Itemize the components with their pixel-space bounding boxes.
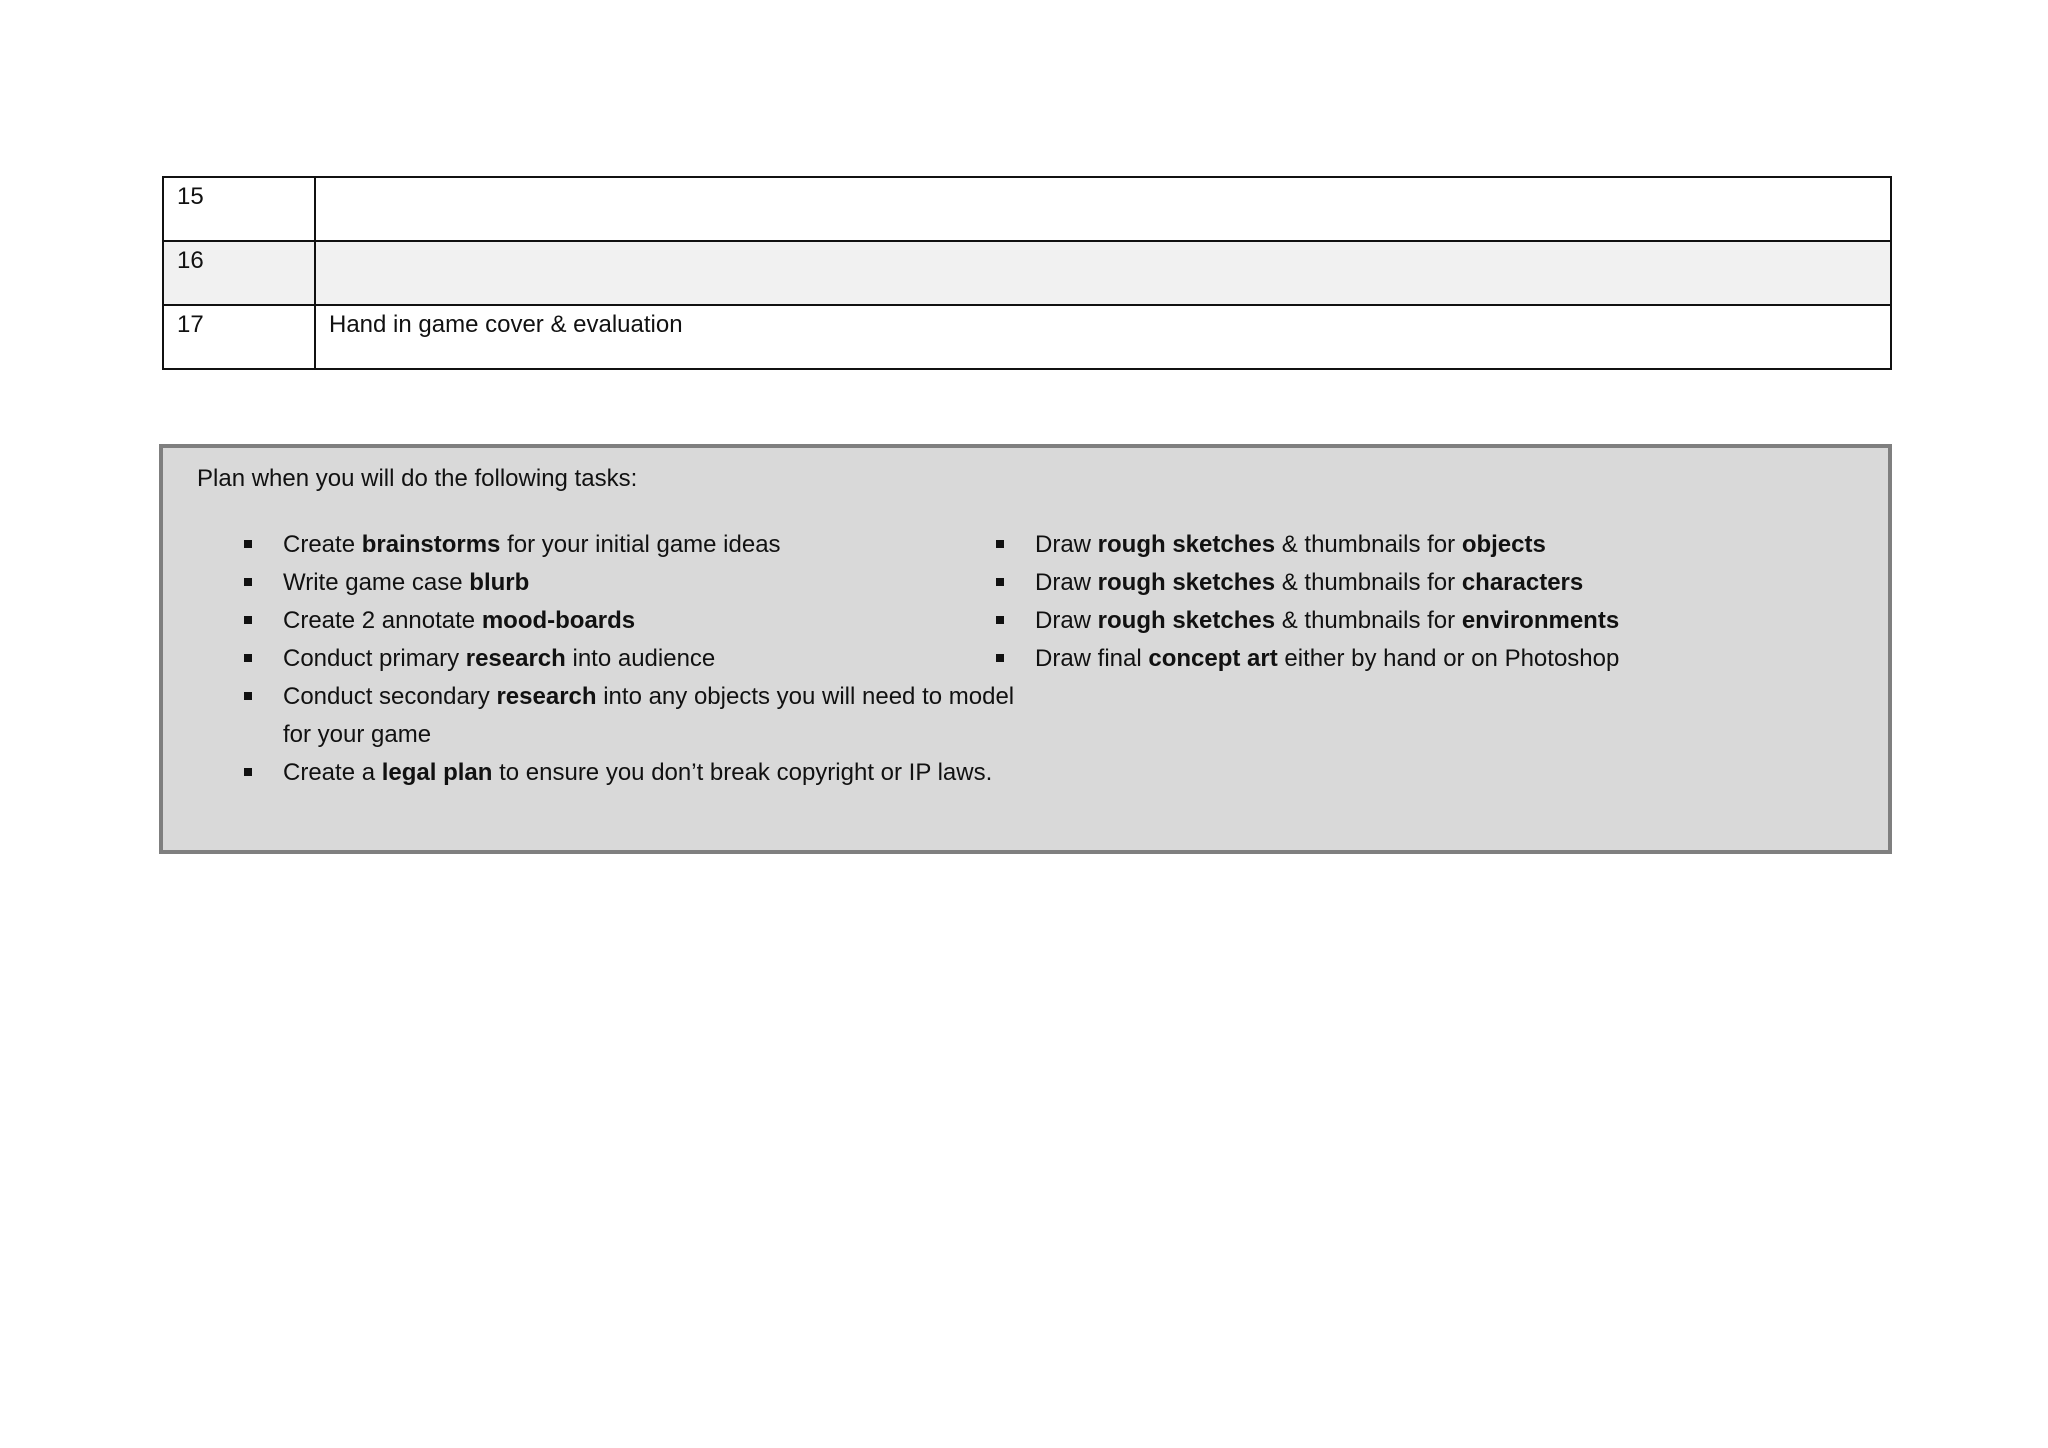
plan-intro-text: Plan when you will do the following tasks:	[197, 465, 638, 492]
table-row	[163, 177, 1891, 241]
square-bullet-icon	[996, 616, 1004, 624]
list-item	[283, 564, 1023, 602]
square-bullet-icon	[996, 540, 1004, 548]
task-text: Draw	[1035, 531, 1098, 558]
task-cell	[315, 177, 1891, 241]
table-row	[163, 305, 1891, 369]
task-keyword: objects	[1461, 531, 1546, 558]
task-keyword: brainstorms	[361, 531, 501, 558]
left-task-list	[283, 526, 1023, 792]
task-cell	[315, 241, 1891, 305]
task-keyword: rough sketches	[1097, 569, 1276, 596]
task-text: & thumbnails for	[1275, 569, 1462, 596]
task-keyword: environments	[1461, 607, 1620, 634]
list-item	[1035, 602, 1855, 640]
task-keyword: legal plan	[381, 759, 493, 786]
task-text: into any objects you will need to model for your game	[283, 683, 1015, 748]
list-item	[283, 754, 1023, 792]
square-bullet-icon	[244, 616, 252, 624]
square-bullet-icon	[996, 654, 1004, 662]
square-bullet-icon	[996, 578, 1004, 586]
task-keyword: research	[496, 683, 597, 710]
task-text: Draw	[1035, 569, 1098, 596]
task-keyword: rough sketches	[1097, 531, 1276, 558]
task-text: to ensure you don’t break copyright or IP laws.	[492, 759, 993, 786]
list-item	[1035, 526, 1855, 564]
right-task-list	[1035, 526, 1855, 678]
list-item	[283, 678, 1023, 754]
task-text: into audience	[565, 645, 716, 672]
task-text: Create 2 annotate	[283, 607, 482, 634]
week-cell: 16	[163, 241, 315, 305]
week-cell: 17	[163, 305, 315, 369]
task-text: either by hand or on Photoshop	[1277, 645, 1620, 672]
task-text: Conduct secondary	[283, 683, 497, 710]
square-bullet-icon	[244, 540, 252, 548]
task-text: & thumbnails for	[1275, 607, 1462, 634]
week-cell: 15	[163, 177, 315, 241]
task-keyword: concept art	[1148, 645, 1278, 672]
task-plan-box	[159, 444, 1892, 854]
task-keyword: mood-boards	[481, 607, 636, 634]
square-bullet-icon	[244, 692, 252, 700]
list-item	[283, 640, 1023, 678]
task-keyword: characters	[1461, 569, 1584, 596]
square-bullet-icon	[244, 578, 252, 586]
task-text: Create	[283, 531, 362, 558]
task-keyword: blurb	[469, 569, 530, 596]
list-item	[1035, 640, 1855, 678]
task-keyword: rough sketches	[1097, 607, 1276, 634]
task-text: Create a	[283, 759, 382, 786]
list-item	[1035, 564, 1855, 602]
task-text: & thumbnails for	[1275, 531, 1462, 558]
task-text: Draw final	[1035, 645, 1149, 672]
list-item	[283, 526, 1023, 564]
square-bullet-icon	[244, 768, 252, 776]
task-cell: Hand in game cover & evaluation	[315, 305, 1891, 369]
square-bullet-icon	[244, 654, 252, 662]
task-text: Write game case	[283, 569, 470, 596]
task-text: Conduct primary	[283, 645, 466, 672]
task-keyword: research	[465, 645, 566, 672]
table-row	[163, 241, 1891, 305]
task-text: Draw	[1035, 607, 1098, 634]
schedule-table	[162, 176, 1892, 370]
list-item	[283, 602, 1023, 640]
task-text: for your initial game ideas	[500, 531, 781, 558]
